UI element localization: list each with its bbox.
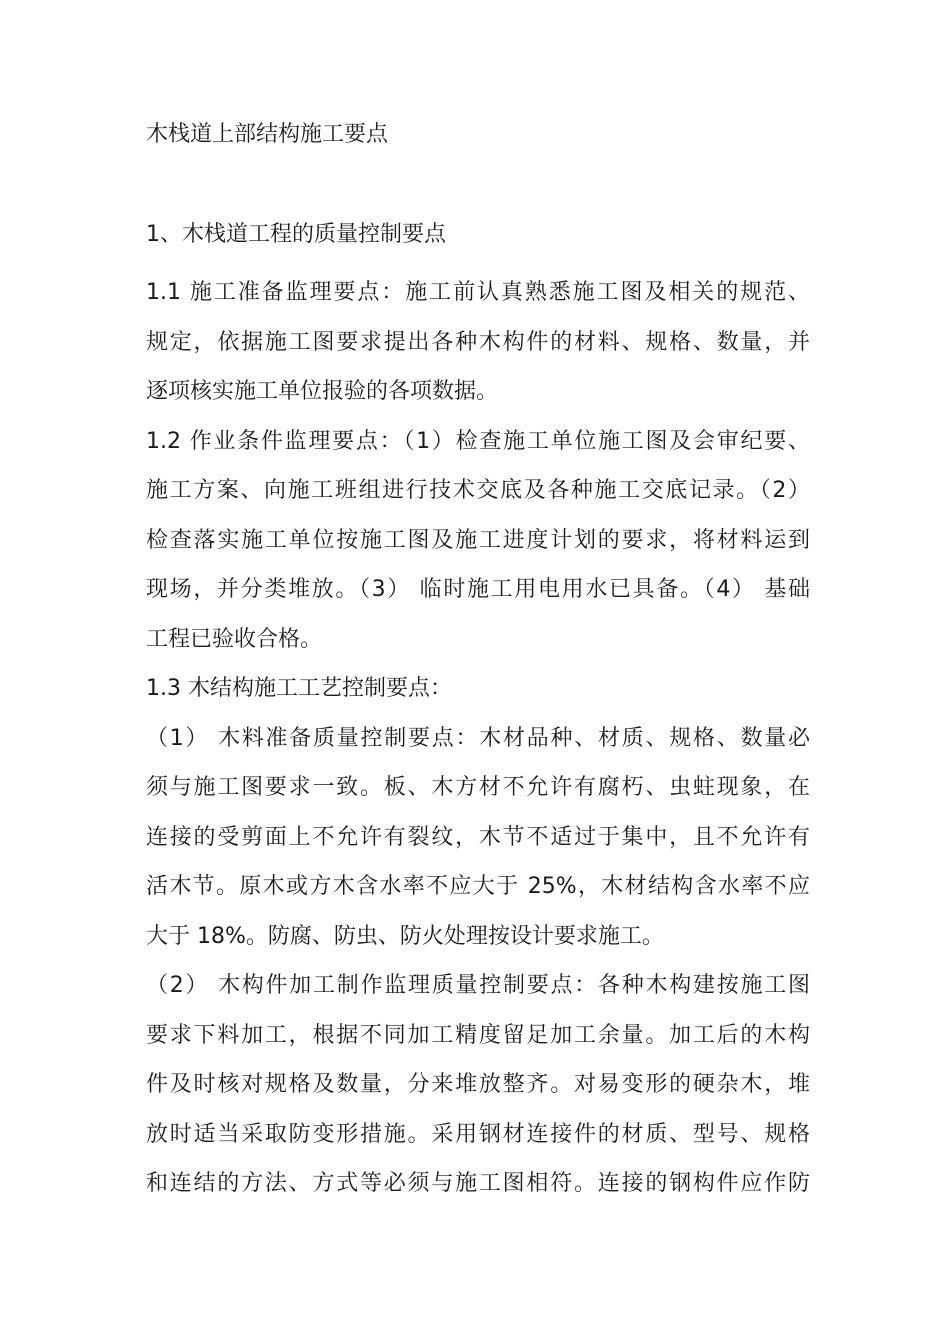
text-line: 活木节。原木或方木含水率不应大于 25%，木材结构含水率不应 — [146, 874, 810, 899]
text-line: 件及时核对规格及数量，分来堆放整齐。对易变形的硬杂木，堆 — [146, 1072, 810, 1097]
text-line: 连接的受剪面上不允许有裂纹，木节不适过于集中，且不允许有 — [146, 824, 810, 850]
text-line: （1） 木料准备质量控制要点：木材品种、材质、规格、数量必 — [146, 725, 810, 751]
text-line: 1.1 施工准备监理要点：施工前认真熟悉施工图及相关的规范、 — [146, 280, 810, 305]
text-line: 1.2 作业条件监理要点：（1）检查施工单位施工图及会审纪要、 — [146, 428, 810, 454]
text-line: 规定，依据施工图要求提出各种木构件的材料、规格、数量，并 — [146, 329, 810, 355]
text-line: 现场，并分类堆放。（3） 临时施工用电用水已具备。（4） 基础 — [146, 577, 810, 602]
text-line: 1.3 木结构施工工艺控制要点： — [146, 676, 452, 701]
text-line: 和连结的方法、方式等必须与施工图相符。连接的钢构件应作防 — [146, 1171, 810, 1196]
text-line: 检查落实施工单位按施工图及施工进度计划的要求，将材料运到 — [146, 527, 810, 553]
text-line: （2） 木构件加工制作监理质量控制要点：各种木构建按施工图 — [146, 973, 810, 998]
body-text — [146, 268, 810, 1209]
text-line: 放时适当采取防变形措施。采用钢材连接件的材质、型号、规格 — [146, 1121, 810, 1147]
document-title: 木栈道上部结构施工要点 — [146, 122, 389, 147]
text-line: 要求下料加工，根据不同加工精度留足加工余量。加工后的木构 — [146, 1022, 810, 1048]
section-heading: 1、木栈道工程的质量控制要点 — [146, 222, 446, 247]
text-line: 逐项核实施工单位报验的各项数据。 — [146, 379, 499, 404]
text-line: 大于 18%。防腐、防虫、防火处理按设计要求施工。 — [146, 923, 664, 949]
text-line: 工程已验收合格。 — [146, 626, 323, 652]
text-line: 施工方案、向施工班组进行技术交底及各种施工交底记录。（2） — [146, 478, 810, 503]
text-line: 须与施工图要求一致。板、木方材不允许有腐朽、虫蛀现象，在 — [146, 775, 810, 800]
